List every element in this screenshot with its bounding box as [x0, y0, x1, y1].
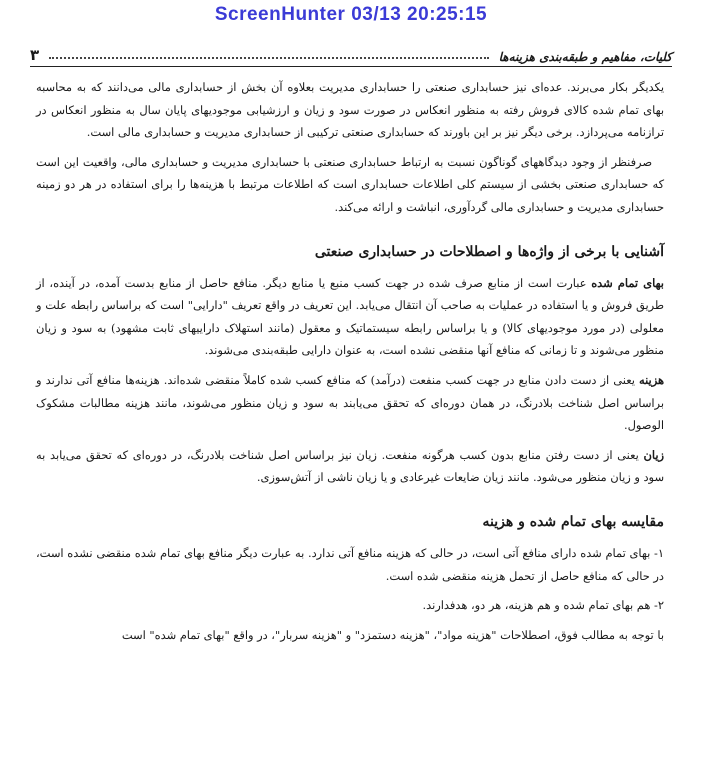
term-expense: هزینه: [638, 372, 664, 387]
comparison-item-1: ۱- بهای تمام شده دارای منافع آتی است، در حالی که هزینه منافع آتی ندارد. به عبارت دیگر منافع بهای تمام شده منقضی نشده است، در حالی که منافع حاصل از تحمل هزینه منقضی شده است.: [36, 545, 664, 583]
definition-cost: [36, 272, 664, 362]
comparison-note: با توجه به مطالب فوق، اصطلاحات "هزینه مواد"، "هزینه دستمزد" و "هزینه سربار"، در واقع "بهای تمام شده" است: [121, 627, 664, 642]
page-body: [36, 76, 664, 646]
definition-cost-text: عبارت است از منابع صرف شده در جهت کسب منبع یا منابع دیگر. منافع حاصل از منابع بدست آمده، در آینده، از طریق فروش و یا استفاده در عملیات به صاحب آن انتقال می‌یابد. این تعریف در واقع تعریف "دارایی" است که براساس رابطه علت و معلولی (در مورد موجودیهای کالا) و یا براساس رابطه سیستماتیک و معقول (مانند استهلاک داراییهای ثابت مشهود) به سود و زیان منظور می‌شوند و تا زمانی که منافع آنها منقضی نشده است، به عنوان دارایی طبقه‌بندی می‌شوند.: [36, 275, 664, 358]
screenhunter-watermark: ScreenHunter 03/13 20:25:15: [214, 4, 488, 25]
running-head: کلیات، مفاهیم و طبقه‌بندی هزینه‌ها: [498, 50, 672, 64]
term-cost: بهای تمام شده: [591, 275, 664, 290]
header-dot-leader: [49, 57, 488, 59]
page-number: ۳: [30, 46, 40, 64]
page-header: [30, 40, 672, 67]
term-loss: زیان: [643, 447, 664, 462]
intro-paragraph-1: یکدیگر بکار می‌برند. عده‌ای نیز حسابداری صنعتی را حسابداری مدیریت بعلاوه آن بخش از حسابداری مالی می‌دانند که به محاسبه بهای تمام شده کالای فروش رفته به منظور انعکاس در صورت سود و زیان و ارزشیابی موجودیهای پایان سال به منظور انعکاس در ترازنامه می‌پردازد. برخی دیگر نیز بر این باورند که حسابداری صنعتی ترکیبی از حسابداری مدیریت و حسابداری مالی است.: [36, 80, 664, 140]
intro-paragraph-2: صرفنظر از وجود دیدگاههای گوناگون نسبت به ارتباط حسابداری صنعتی با حسابداری مدیریت و حسابداری مالی، واقعیت این است که حسابداری صنعتی بخشی از سیستم کلی اطلاعات حسابداری است که اطلاعات مرتبط با هزینه‌ها را برای استفاده در هر دو زمینه حسابداری مدیریت و حسابداری مالی گردآوری، انباشت و ارائه می‌کند.: [36, 154, 664, 214]
definition-loss: [36, 444, 664, 489]
comparison-item-2: ۲- هم بهای تمام شده و هم هزینه، هر دو، هدفدارند.: [422, 598, 664, 613]
definition-loss-text: یعنی از دست رفتن منابع بدون کسب هرگونه منفعت. زیان نیز براساس اصل شناخت بلادرنگ، در دوره‌ای که تحقق می‌یابد به سود و زیان منظور می‌شود. مانند زیان ضایعات غیرعادی و یا زیان ناشی از آتش‌سوزی.: [36, 447, 664, 485]
definition-expense-text: یعنی از دست دادن منابع در جهت کسب منفعت (درآمد) که منافع کسب شده کاملاً منقضی شده‌اند. هزینه‌ها منافع آتی ندارند و براساس اصل شناخت بلادرنگ، در همان دوره‌ای که تحقق می‌یابند به سود و زیان منظور می‌شوند، مانند هزینه مطالبات مشکوک الوصول.: [36, 372, 664, 433]
definition-expense: [36, 369, 664, 437]
section-heading-comparison: مقایسه بهای تمام شده و هزینه: [482, 513, 664, 530]
section-heading-terms: آشنایی با برخی از واژه‌ها و اصطلاحات در حسابداری صنعتی: [314, 243, 664, 260]
